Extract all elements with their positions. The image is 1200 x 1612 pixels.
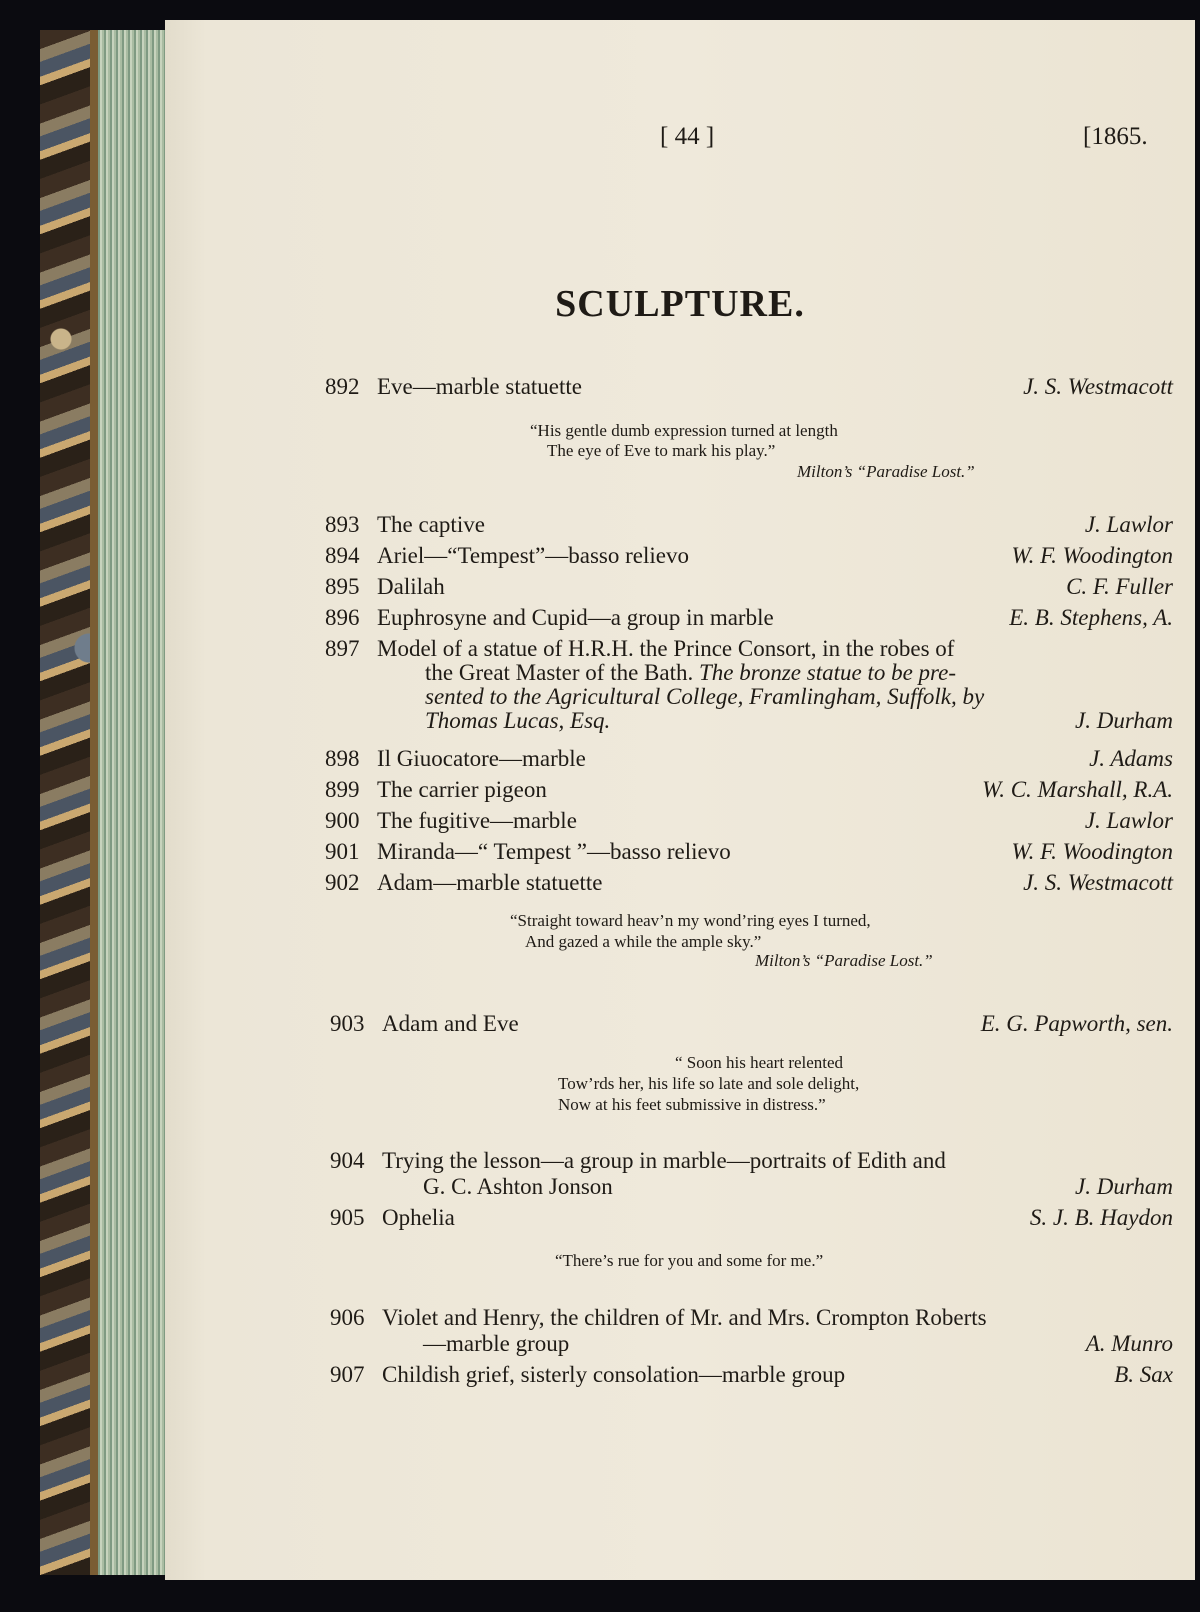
entry-number: 899	[325, 777, 360, 802]
entry-artist: J. Lawlor	[1084, 808, 1173, 833]
entry-number: 902	[325, 870, 360, 895]
continuation-text: —marble group	[423, 1331, 570, 1356]
continuation-text: sented to the Agricultural College, Framlingham, Suffolk, by	[425, 684, 985, 709]
entry-title: Eve—marble statuette	[377, 374, 583, 399]
continuation-text: the Great Master of the Bath.	[425, 660, 694, 685]
entry-artist: W. F. Woodington	[1011, 543, 1173, 568]
entry-artist: J. S. Westmacott	[1023, 374, 1173, 399]
entry-artist: B. Sax	[1114, 1362, 1173, 1387]
quote-source: Milton’s “Paradise Lost.”	[797, 462, 975, 481]
catalogue-entry	[325, 510, 1173, 540]
entry-number: 905	[330, 1205, 365, 1230]
entry-number: 894	[325, 543, 360, 568]
catalogue-entry	[325, 541, 1173, 571]
entry-title: Model of a statue of H.R.H. the Prince Consort, in the robes of	[377, 636, 955, 661]
entry-number: 907	[330, 1362, 365, 1387]
entry-title: Adam—marble statuette	[377, 870, 603, 895]
entry-artist: C. F. Fuller	[1066, 574, 1173, 599]
continuation-italic: Thomas Lucas, Esq.	[425, 708, 611, 733]
entry-artist: J. S. Westmacott	[1023, 870, 1173, 895]
entry-number: 898	[325, 746, 360, 771]
entry-title: Adam and Eve	[382, 1011, 519, 1036]
entry-artist: J. Lawlor	[1084, 512, 1173, 537]
book-page	[165, 20, 1195, 1580]
entry-artist: E. B. Stephens, A.	[1009, 605, 1173, 630]
catalogue-entry	[325, 603, 1173, 633]
entry-artist: J. Durham	[1075, 1174, 1173, 1199]
entry-number: 893	[325, 512, 360, 537]
entry-title: Il Giuocatore—marble	[377, 746, 586, 771]
catalogue-entry	[330, 1009, 1173, 1039]
entry-number: 895	[325, 574, 360, 599]
quote-line: “ Soon his heart relented	[675, 1053, 844, 1072]
catalogue-entry	[325, 372, 1173, 402]
entry-artist: J. Adams	[1089, 746, 1173, 771]
entry-artist: E. G. Papworth, sen.	[980, 1011, 1173, 1036]
quote-line: “His gentle dumb expression turned at length	[530, 421, 838, 440]
entry-title: The captive	[377, 512, 485, 537]
entry-continuation	[423, 1329, 1173, 1359]
entry-title: Violet and Henry, the children of Mr. and Mrs. Crompton Roberts	[382, 1305, 987, 1330]
catalogue-entry	[325, 775, 1173, 805]
entry-number: 903	[330, 1011, 365, 1036]
entry-continuation	[423, 1172, 1173, 1202]
entry-number: 892	[325, 374, 360, 399]
catalogue-entry	[325, 837, 1173, 867]
entry-title: Childish grief, sisterly consolation—marble group	[382, 1362, 846, 1387]
entry-number: 901	[325, 839, 360, 864]
quote-line: “There’s rue for you and some for me.”	[555, 1251, 824, 1270]
catalogue-entry	[325, 744, 1173, 774]
year-header: [1865.	[1083, 123, 1148, 150]
entry-title: The fugitive—marble	[377, 808, 577, 833]
entry-artist: A. Munro	[1085, 1331, 1173, 1356]
quote-line: And gazed a while the ample sky.”	[525, 932, 762, 951]
continuation-text: G. C. Ashton Jonson	[423, 1174, 613, 1199]
entry-title: The carrier pigeon	[377, 777, 547, 802]
continuation-italic: The bronze statue to be pre-	[699, 660, 957, 685]
quote-line: Tow’rds her, his life so late and sole delight,	[558, 1074, 860, 1093]
entry-title: Miranda—“ Tempest ”—basso relievo	[377, 839, 731, 864]
entry-title: Euphrosyne and Cupid—a group in marble	[377, 605, 774, 630]
entry-number: 896	[325, 605, 360, 630]
quote-line: The eye of Eve to mark his play.”	[547, 441, 776, 460]
entry-artist: S. J. B. Haydon	[1029, 1205, 1173, 1230]
entry-artist: W. F. Woodington	[1011, 839, 1173, 864]
page-number: [ 44 ]	[660, 123, 715, 150]
entry-number: 900	[325, 808, 360, 833]
entry-title: Trying the lesson—a group in marble—portraits of Edith and	[382, 1148, 946, 1173]
page-title: SCULPTURE.	[555, 283, 805, 325]
entry-artist: J. Durham	[1075, 708, 1173, 733]
quote-source: Milton’s “Paradise Lost.”	[755, 951, 933, 970]
entry-title: Dalilah	[377, 574, 445, 599]
quote-line: “Straight toward heav’n my wond’ring eyes I turned,	[510, 911, 871, 930]
catalogue-entry	[325, 806, 1173, 836]
entry-artist: W. C. Marshall, R.A.	[982, 777, 1173, 802]
entry-number: 906	[330, 1305, 365, 1330]
entry-number: 904	[330, 1148, 365, 1173]
catalogue-entry	[330, 1203, 1173, 1233]
catalogue-entry	[330, 1360, 1173, 1390]
entry-title: Ophelia	[382, 1205, 455, 1230]
entry-title: Ariel—“Tempest”—basso relievo	[377, 543, 689, 568]
quote-line: Now at his feet submissive in distress.”	[558, 1095, 826, 1114]
entry-number: 897	[325, 636, 360, 661]
catalogue-entry	[325, 572, 1173, 602]
catalogue-entry	[325, 868, 1173, 898]
entry-continuation	[425, 706, 1173, 736]
